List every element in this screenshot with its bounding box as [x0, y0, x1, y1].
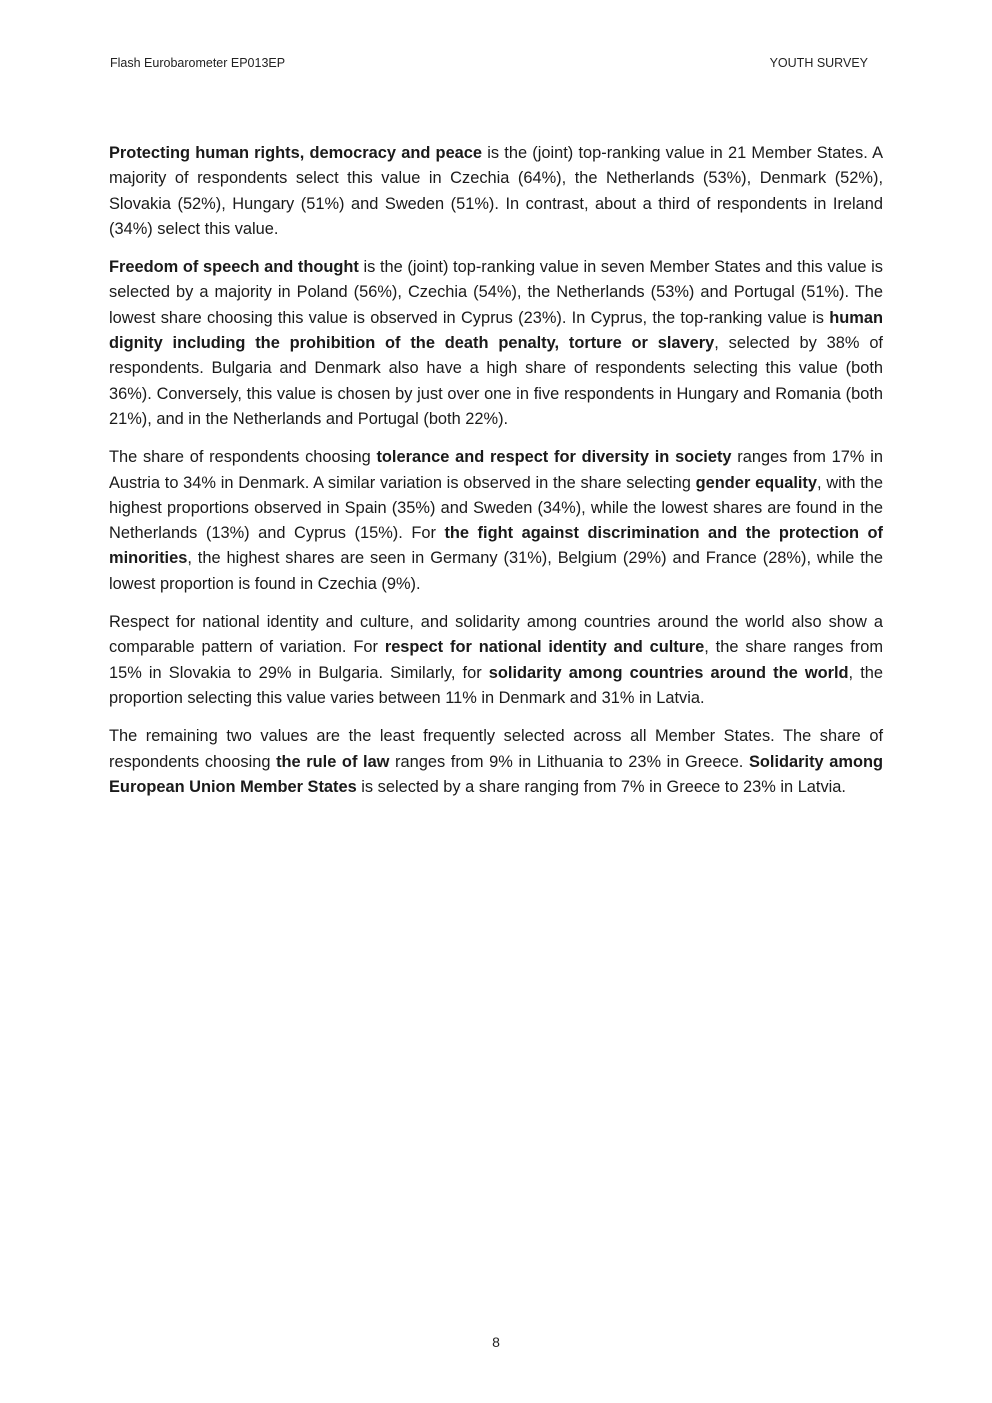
text-segment: The share of respondents choosing — [109, 448, 377, 467]
page-header — [110, 56, 868, 74]
text-segment-bold: respect for national identity and culture — [384, 638, 705, 657]
text-segment: is the (joint) top-ranking value in 21 Member States. A majority of respondents select this value in Czechia (64%), the Netherlands (53%), Denmark (52%), Slovakia (52%), Hungary (51%) and Sweden (51%). In contrast, about a third of respondents in Ireland (34%) select this value. — [109, 144, 883, 238]
paragraph — [109, 141, 883, 242]
paragraph — [109, 724, 883, 800]
text-segment-bold: Freedom of speech and thought — [109, 258, 359, 277]
paragraph — [109, 255, 883, 432]
page-number: 8 — [492, 1334, 500, 1350]
text-segment: , the proportion selecting this value varies between 11% in Denmark and 31% in Latvia. — [109, 663, 883, 707]
text-segment: , the share ranges from 15% in Slovakia to 29% in Bulgaria. Similarly, for — [109, 638, 883, 682]
text-segment: , with the highest proportions observed in Spain (35%) and Sweden (34%), while the lowest shares are found in the Netherlands (13%) and Cyprus (15%). For — [109, 473, 883, 543]
text-segment-bold: the rule of law — [276, 752, 390, 771]
text-segment: is the (joint) top-ranking value in seven Member States and this value is selected by a majority in Poland (56%), Czechia (54%), the Netherlands (53%) and Portugal (51%). The lowest share choosing this value is observed in Cyprus (23%). In Cyprus, the top-ranking value is — [109, 258, 883, 327]
text-segment-bold: tolerance and respect for diversity in society — [376, 448, 732, 467]
text-segment: , selected by 38% of respondents. Bulgaria and Denmark also have a high share of respondents selecting this value (both 36%). Conversely, this value is chosen by just over one in five respondents in Hungary and Romania (both 21%), and in the Netherlands and Portugal (both 22%). — [109, 334, 883, 428]
report-title: Flash Eurobarometer EP013EP — [110, 56, 286, 70]
text-segment-bold: human dignity including the prohibition of the death penalty, torture or slavery — [109, 308, 883, 353]
survey-label: YOUTH SURVEY — [769, 56, 868, 70]
text-segment-bold: the fight against discrimination and the protection of minorities — [109, 524, 883, 568]
text-segment-bold: gender equality — [695, 473, 818, 492]
text-segment: ranges from 17% in Austria to 34% in Denmark. A similar variation is observed in the share selecting — [109, 448, 883, 492]
text-segment: The remaining two values are the least frequently selected across all Member States. The share of respondents choosing — [109, 727, 883, 771]
text-segment: , the highest shares are seen in Germany (31%), Belgium (29%) and France (28%), while the lowest proportion is found in Czechia (9%). — [109, 549, 883, 593]
text-segment: Respect for national identity and culture, and solidarity among countries around the world also show a comparable pattern of variation. For — [109, 613, 883, 657]
text-segment: ranges from 9% in Lithuania to 23% in Greece. — [389, 752, 749, 771]
body-text — [109, 141, 883, 813]
text-segment-bold: Protecting human rights, democracy and peace — [109, 144, 483, 162]
paragraph — [109, 445, 883, 597]
paragraph — [109, 610, 883, 711]
text-segment-bold: Solidarity among European Union Member States — [109, 752, 884, 796]
text-segment-bold: solidarity among countries around the world — [488, 663, 849, 682]
text-segment: is selected by a share ranging from 7% in Greece to 23% in Latvia. — [356, 777, 846, 796]
